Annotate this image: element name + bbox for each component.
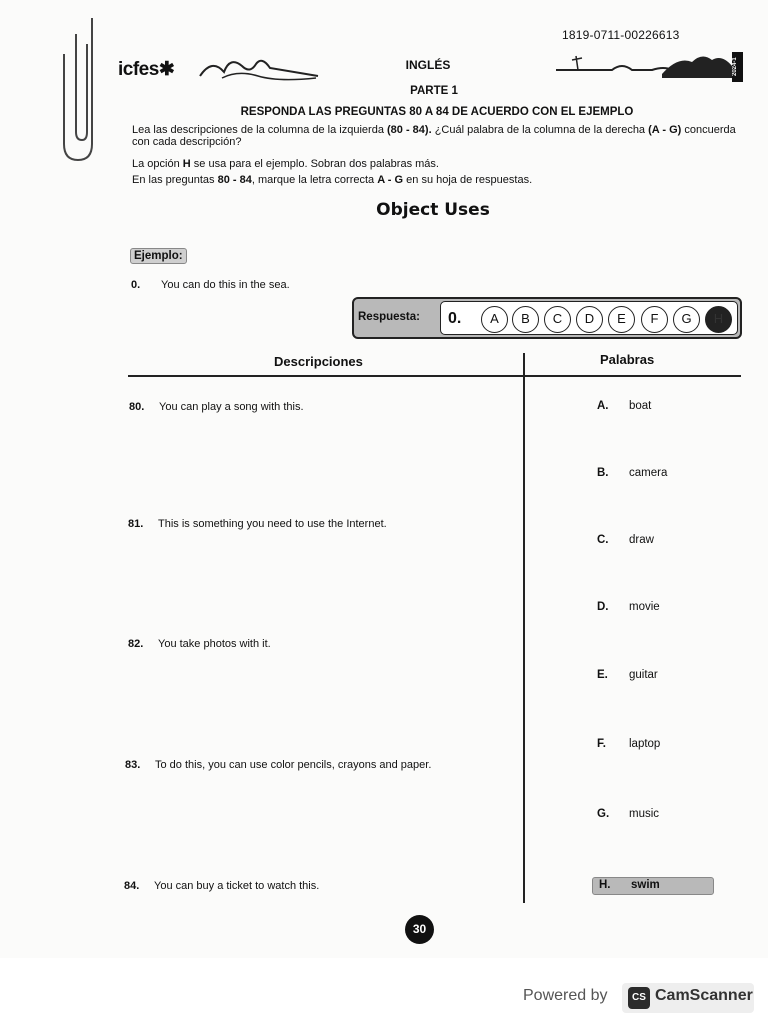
answer-bubble-a: A xyxy=(481,306,508,333)
answer-bubble-e: E xyxy=(608,306,635,333)
section-title: Object Uses xyxy=(376,200,490,220)
question-82: 82. You take photos with it. xyxy=(128,638,271,650)
word-option-c: C. draw xyxy=(597,534,654,546)
answer-bubble-d: D xyxy=(576,306,603,333)
header-divider xyxy=(128,375,741,377)
answer-bubble-h-selected: H xyxy=(705,306,732,333)
column-divider xyxy=(523,353,525,903)
question-81: 81. This is something you need to use the Internet. xyxy=(128,518,387,530)
answer-number: 0. xyxy=(448,310,462,327)
powered-by-text: Powered by xyxy=(523,987,608,1004)
question-83: 83. To do this, you can use color pencils, crayons and paper. xyxy=(125,759,432,771)
subject-title: INGLÉS xyxy=(405,58,451,72)
icfes-logo: icfes✱ xyxy=(118,59,175,80)
question-84: 84. You can buy a ticket to watch this. xyxy=(124,880,320,892)
word-option-a: A. boat xyxy=(597,400,652,412)
descriptions-header: Descripciones xyxy=(274,354,363,369)
word-option-f: F. laptop xyxy=(597,738,661,750)
words-header: Palabras xyxy=(600,352,655,367)
camscanner-brand: CamScanner xyxy=(655,987,753,1004)
word-option-g: G. music xyxy=(597,808,660,820)
answer-bubble-c: C xyxy=(544,306,571,333)
exam-period-tag: 2024-1 xyxy=(732,52,743,82)
example-question: 0. You can do this in the sea. xyxy=(131,279,290,291)
camscanner-icon: CS xyxy=(628,987,650,1009)
example-label: Ejemplo: xyxy=(130,248,187,264)
answer-label: Respuesta: xyxy=(358,311,420,323)
instruction-title: RESPONDA LAS PREGUNTAS 80 A 84 DE ACUERDO CON EL EJEMPLO xyxy=(240,106,634,118)
answer-bubble-f: F xyxy=(641,306,668,333)
star-icon: ✱ xyxy=(158,59,175,80)
question-80: 80. You can play a song with this. xyxy=(129,401,304,413)
word-option-b: B. camera xyxy=(597,467,668,479)
word-option-e: E. guitar xyxy=(597,669,658,681)
word-option-h-example: H. swim xyxy=(592,877,714,895)
answer-bubble-b: B xyxy=(512,306,539,333)
document-code: 1819-0711-00226613 xyxy=(562,28,680,42)
option-instructions: La opción H se usa para el ejemplo. Sobran dos palabras más. En las preguntas 80 - 84, marque la letra correcta A - G en su hoja de respuestas. xyxy=(132,158,533,186)
page-number: 30 xyxy=(405,915,434,944)
part-title: PARTE 1 xyxy=(410,85,458,97)
instructions-paragraph: Lea las descripciones de la columna de la izquierda (80 - 84). ¿Cuál palabra de la columna de la derecha (A - G) concuerda con cada descripción? xyxy=(132,124,736,148)
answer-bubble-g: G xyxy=(673,306,700,333)
word-option-d: D. movie xyxy=(597,601,660,613)
